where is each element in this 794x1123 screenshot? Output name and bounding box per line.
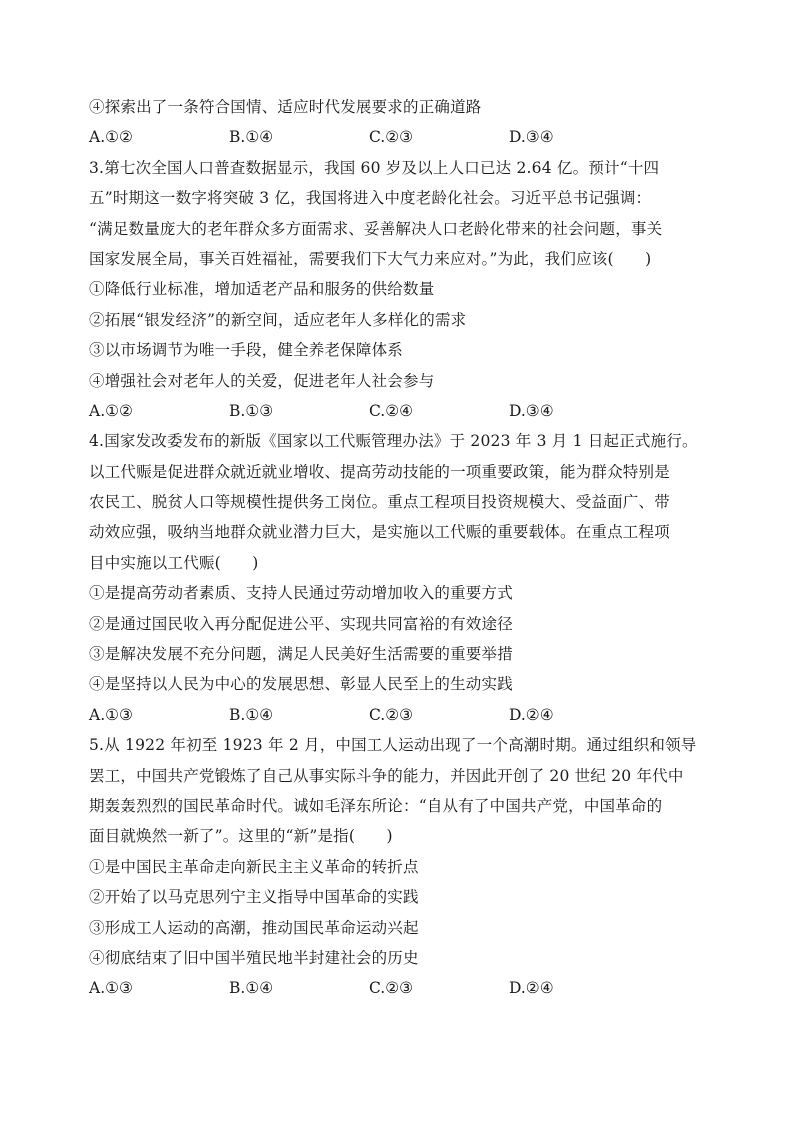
question-4-item-1: ①是提高劳动者素质、支持人民通过劳动增加收入的重要方式	[89, 584, 513, 603]
exam-content	[89, 92, 705, 1004]
question-3-options	[89, 396, 705, 426]
option-d: D.③④	[509, 128, 554, 147]
question-3-item-3: ③以市场调节为唯一手段，健全养老保障体系	[89, 341, 404, 360]
option-b: B.①③	[229, 401, 274, 420]
question-4-stem-line: 动效应强，吸纳当地群众就业潜力巨大，是实施以工代赈的重要载体。在重点工程项	[89, 523, 670, 542]
option-b: B.①④	[229, 705, 274, 724]
question-4-stem-line: 农民工、脱贫人口等规模性提供务工岗位。重点工程项目投资规模大、受益面广、带	[89, 493, 670, 512]
question-4	[89, 426, 705, 730]
option-d: D.③④	[509, 401, 554, 420]
question-3-item-2: ②拓展“银发经济”的新空间，适应老年人多样化的需求	[89, 310, 467, 329]
question-5-stem-line: 期轰轰烈烈的国民革命时代。诚如毛泽东所论：“自从有了中国共产党，中国革命的	[89, 796, 663, 815]
question-3-stem-line: “满足数量庞大的老年群众多方面需求、妥善解决人口老龄化带来的社会问题，事关	[89, 219, 663, 238]
question-3-item-1: ①降低行业标准，增加适老产品和服务的供给数量	[89, 280, 435, 299]
option-d: D.②④	[509, 979, 554, 998]
question-4-options	[89, 700, 705, 730]
option-c: C.②③	[369, 705, 414, 724]
question-4-stem-line: 以工代赈是促进群众就近就业增收、提高劳动技能的一项重要政策，能为群众特别是	[89, 462, 670, 481]
question-3-stem-line: 国家发展全局，事关百姓福祉，需要我们下大气力来应对。”为此，我们应该( )	[89, 249, 652, 268]
question-3-stem-line: 五”时期这一数字将突破 3 亿，我国将进入中度老龄化社会。习近平总书记强调：	[89, 189, 652, 208]
question-2-tail	[89, 92, 705, 153]
option-a: A.①②	[89, 128, 133, 147]
option-a: A.①②	[89, 401, 133, 420]
question-5-item-4: ④彻底结束了旧中国半殖民地半封建社会的历史	[89, 948, 419, 967]
question-2-item-4: ④探索出了一条符合国情、适应时代发展要求的正确道路	[89, 98, 482, 116]
question-5-options	[89, 973, 705, 1003]
question-5-stem-line: 面目就焕然一新了”。这里的“新”是指( )	[89, 827, 393, 846]
question-5-stem-line: 5.从 1922 年初至 1923 年 2 月，中国工人运动出现了一个高潮时期。通过组织和领导	[89, 736, 697, 755]
question-2-options	[89, 122, 705, 152]
question-5-item-1: ①是中国民主革命走向新民主主义革命的转折点	[89, 857, 419, 876]
question-5-item-2: ②开始了以马克思列宁主义指导中国革命的实践	[89, 888, 419, 907]
option-b: B.①④	[229, 128, 274, 147]
question-3	[89, 153, 705, 427]
question-5-stem-line: 罢工，中国共产党锻炼了自己从事实际斗争的能力，并因此开创了 20 世纪 20 年代中	[89, 766, 684, 785]
option-c: C.②④	[369, 401, 414, 420]
option-c: C.②③	[369, 979, 414, 998]
question-4-item-3: ③是解决发展不充分问题，满足人民美好生活需要的重要举措	[89, 645, 513, 664]
question-4-stem-line: 4.国家发改委发布的新版《国家以工代赈管理办法》于 2023 年 3 月 1 日起正式施行。	[89, 432, 698, 451]
question-5	[89, 730, 705, 1004]
question-4-stem-line: 目中实施以工代赈( )	[89, 553, 259, 572]
option-c: C.②③	[369, 128, 414, 147]
option-d: D.②④	[509, 705, 554, 724]
question-5-item-3: ③形成工人运动的高潮，推动国民革命运动兴起	[89, 918, 419, 937]
question-4-item-4: ④是坚持以人民为中心的发展思想、彰显人民至上的生动实践	[89, 675, 513, 694]
question-3-item-4: ④增强社会对老年人的关爱，促进老年人社会参与	[89, 371, 435, 390]
option-a: A.①③	[89, 705, 133, 724]
option-b: B.①④	[229, 979, 274, 998]
question-3-stem-line: 3.第七次全国人口普查数据显示，我国 60 岁及以上人口已达 2.64 亿。预计“十四	[89, 158, 660, 177]
option-a: A.①③	[89, 979, 133, 998]
question-4-item-2: ②是通过国民收入再分配促进公平、实现共同富裕的有效途径	[89, 614, 513, 633]
